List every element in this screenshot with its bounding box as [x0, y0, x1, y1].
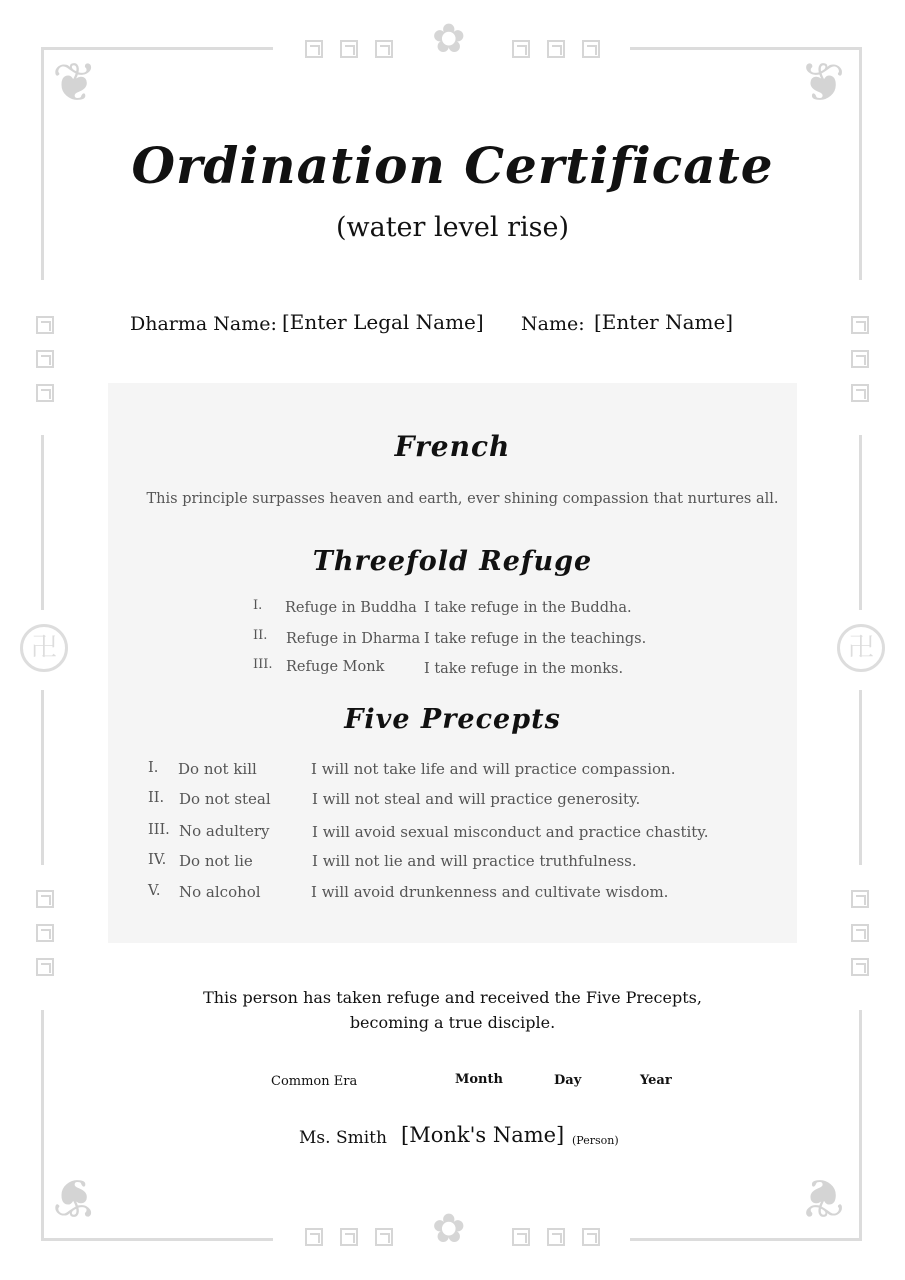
border-bottom-left	[41, 1238, 273, 1241]
greek-key-icon	[851, 384, 869, 402]
french-heading: French	[394, 430, 511, 463]
precepts-heading: Five Precepts	[344, 704, 561, 735]
refuge-name: Refuge in Buddha	[285, 600, 417, 616]
greek-key-icon	[36, 350, 54, 368]
greek-key-icon	[851, 958, 869, 976]
precept-text: I will not take life and will practice compassion.	[311, 760, 676, 778]
greek-key-icon	[36, 890, 54, 908]
corner-scroll-icon: ❦	[800, 1166, 846, 1229]
precept-text: I will avoid drunkenness and cultivate wisdom.	[311, 883, 669, 901]
refuge-text: I take refuge in the teachings.	[424, 631, 647, 647]
statement-line-2: becoming a true disciple.	[349, 1013, 556, 1032]
page-subtitle: (water level rise)	[335, 212, 570, 243]
greek-key-icon	[36, 316, 54, 334]
refuge-name: Refuge Monk	[286, 659, 385, 675]
border-top-left	[41, 47, 273, 50]
refuge-number: II.	[253, 628, 268, 643]
greek-key-icon	[851, 924, 869, 942]
precept-number: V.	[148, 883, 161, 899]
lotus-icon: ✿	[432, 1206, 466, 1252]
refuge-number: III.	[253, 657, 273, 672]
swastika-icon: 卍	[20, 624, 68, 672]
precept-name: Do not steal	[179, 790, 271, 808]
greek-key-icon	[36, 924, 54, 942]
statement-line-1: This person has taken refuge and received the Five Precepts,	[203, 988, 702, 1007]
greek-key-icon	[582, 40, 600, 58]
person-label: (Person)	[572, 1134, 619, 1147]
greek-key-icon	[340, 1228, 358, 1246]
lotus-icon: ✿	[432, 16, 466, 62]
greek-key-icon	[512, 1228, 530, 1246]
signer-title: Ms. Smith	[299, 1128, 387, 1148]
refuge-number: I.	[253, 598, 263, 613]
greek-key-icon	[305, 1228, 323, 1246]
refuge-text: I take refuge in the Buddha.	[424, 600, 632, 616]
precept-number: IV.	[148, 852, 167, 868]
name-label: Name:	[521, 313, 585, 335]
refuge-text: I take refuge in the monks.	[424, 661, 624, 677]
swastika-icon: 卍	[837, 624, 885, 672]
dharma-name-field[interactable]: [Enter Legal Name]	[282, 310, 484, 334]
month-field[interactable]: Month	[455, 1072, 503, 1087]
precept-name: No alcohol	[179, 883, 261, 901]
greek-key-icon	[851, 890, 869, 908]
corner-scroll-icon: ❦	[52, 51, 98, 114]
precept-text: I will avoid sexual misconduct and practice chastity.	[312, 823, 709, 841]
border-right	[859, 1010, 862, 1241]
greek-key-icon	[375, 40, 393, 58]
dharma-name-label: Dharma Name:	[130, 313, 277, 335]
precept-number: II.	[148, 790, 165, 806]
precept-name: No adultery	[179, 822, 270, 840]
border-left	[41, 1010, 44, 1241]
french-text: This principle surpasses heaven and earth, ever shining compassion that nurtures all.	[146, 491, 779, 507]
refuge-heading: Threefold Refuge	[312, 546, 593, 577]
greek-key-icon	[547, 1228, 565, 1246]
corner-scroll-icon: ❦	[800, 51, 846, 114]
greek-key-icon	[375, 1228, 393, 1246]
day-field[interactable]: Day	[554, 1073, 582, 1088]
greek-key-icon	[851, 316, 869, 334]
year-field[interactable]: Year	[640, 1073, 672, 1088]
border-top-right	[630, 47, 862, 50]
greek-key-icon	[36, 384, 54, 402]
precept-number: III.	[148, 822, 170, 838]
name-field[interactable]: [Enter Name]	[594, 310, 734, 334]
page-title: Ordination Certificate	[131, 136, 774, 195]
border-bottom-right	[630, 1238, 862, 1241]
greek-key-icon	[36, 958, 54, 976]
precept-number: I.	[148, 760, 159, 776]
precept-text: I will not lie and will practice truthfulness.	[312, 852, 637, 870]
era-label: Common Era	[271, 1074, 358, 1089]
precept-name: Do not lie	[179, 852, 253, 870]
greek-key-icon	[305, 40, 323, 58]
greek-key-icon	[851, 350, 869, 368]
precept-text: I will not steal and will practice generosity.	[312, 790, 641, 808]
greek-key-icon	[547, 40, 565, 58]
corner-scroll-icon: ❦	[52, 1166, 98, 1229]
precept-name: Do not kill	[178, 760, 257, 778]
greek-key-icon	[340, 40, 358, 58]
monk-name-field[interactable]: [Monk's Name]	[401, 1123, 565, 1147]
greek-key-icon	[582, 1228, 600, 1246]
refuge-name: Refuge in Dharma	[286, 631, 421, 647]
greek-key-icon	[512, 40, 530, 58]
